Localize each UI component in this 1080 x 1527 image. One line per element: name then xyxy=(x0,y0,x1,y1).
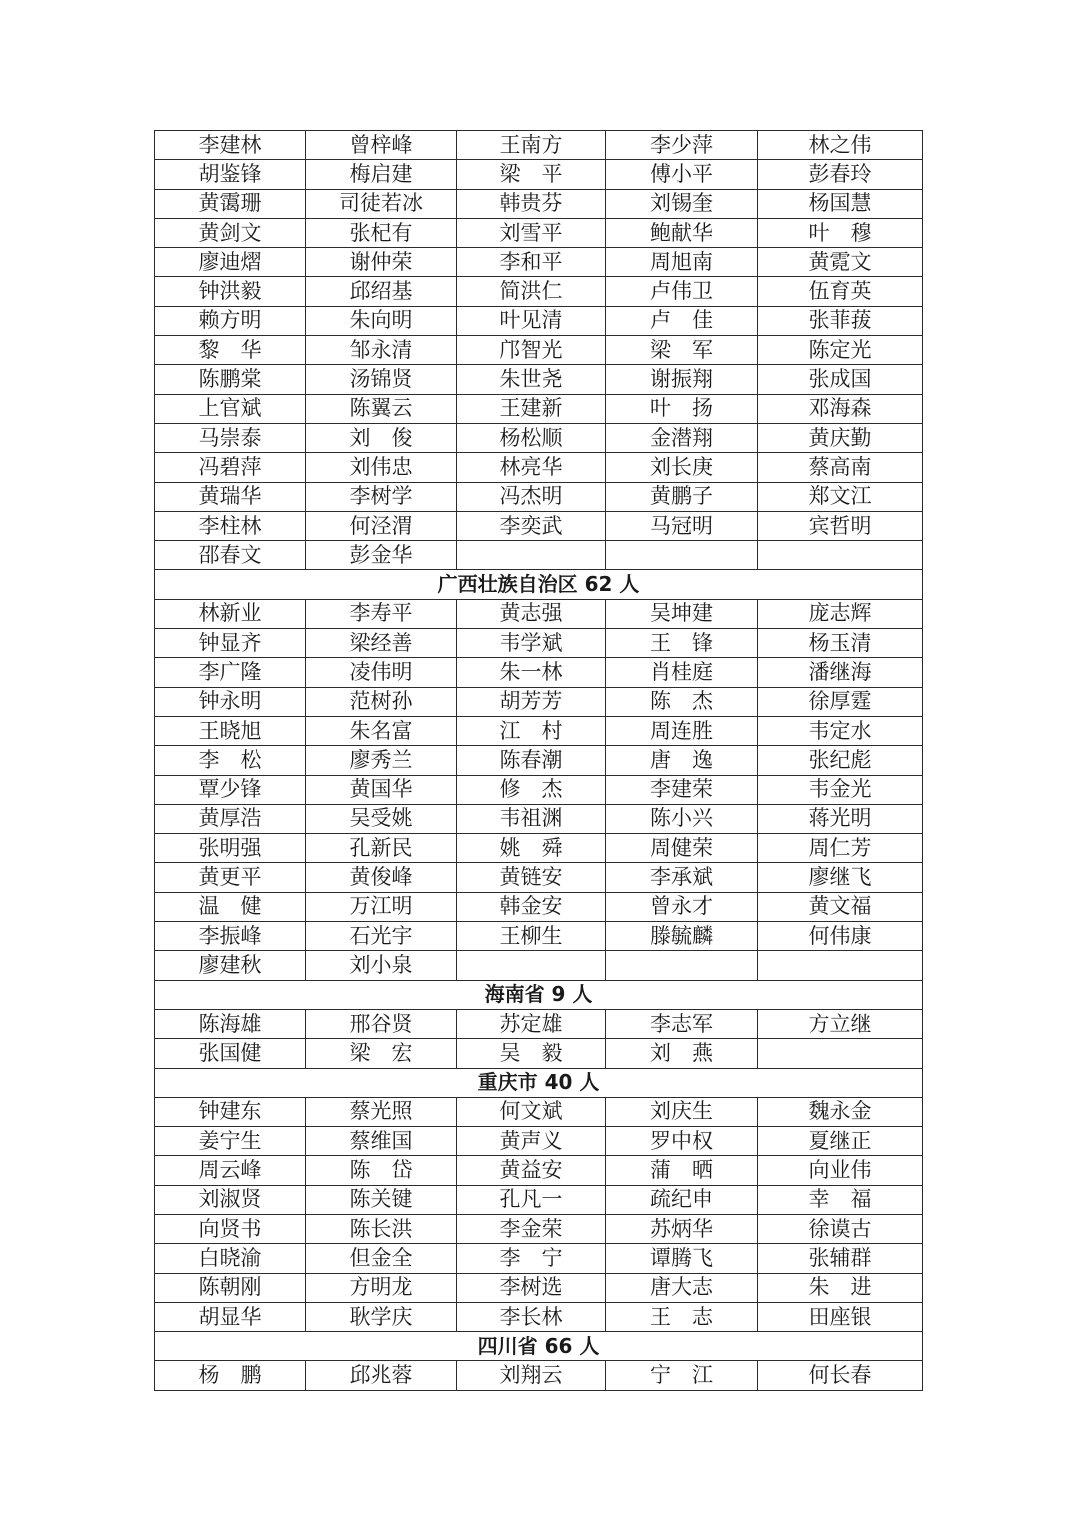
name-cell: 王柳生 xyxy=(457,922,606,951)
name-cell: 朱向明 xyxy=(306,306,457,335)
name-cell: 白晓渝 xyxy=(155,1244,306,1273)
table-row xyxy=(155,1302,923,1331)
name-cell: 杨玉清 xyxy=(758,629,923,658)
name-cell: 李奕武 xyxy=(457,511,606,540)
name-cell: 李树学 xyxy=(306,482,457,511)
name-cell: 林新业 xyxy=(155,599,306,628)
name-cell: 刘淑贤 xyxy=(155,1185,306,1214)
name-cell: 石光宇 xyxy=(306,922,457,951)
name-cell: 蒋光明 xyxy=(758,804,923,833)
name-cell: 周连胜 xyxy=(606,716,758,745)
name-cell: 王 志 xyxy=(606,1302,758,1331)
name-cell: 黄志强 xyxy=(457,599,606,628)
name-cell: 苏定雄 xyxy=(457,1009,606,1038)
name-cell: 何长春 xyxy=(758,1361,923,1390)
empty-cell xyxy=(758,951,923,980)
name-cell: 吴坤建 xyxy=(606,599,758,628)
name-cell: 朱世尧 xyxy=(457,365,606,394)
name-cell: 廖迪熠 xyxy=(155,248,306,277)
name-cell: 蒲 晒 xyxy=(606,1156,758,1185)
name-cell: 孔新民 xyxy=(306,834,457,863)
name-cell: 叶 穆 xyxy=(758,218,923,247)
roster-body xyxy=(155,131,923,1391)
table-row xyxy=(155,160,923,189)
name-cell: 谭腾飞 xyxy=(606,1244,758,1273)
name-cell: 滕毓麟 xyxy=(606,922,758,951)
name-cell: 周仁芳 xyxy=(758,834,923,863)
name-cell: 杨国慧 xyxy=(758,189,923,218)
name-cell: 黄霭珊 xyxy=(155,189,306,218)
name-cell: 卢 佳 xyxy=(606,306,758,335)
name-cell: 刘雪平 xyxy=(457,218,606,247)
name-cell: 韩金安 xyxy=(457,892,606,921)
name-cell: 邱兆蓉 xyxy=(306,1361,457,1390)
name-cell: 张成国 xyxy=(758,365,923,394)
name-cell: 黄俊峰 xyxy=(306,863,457,892)
table-row xyxy=(155,1273,923,1302)
name-cell: 韦定水 xyxy=(758,716,923,745)
table-row xyxy=(155,306,923,335)
name-cell: 陈朝刚 xyxy=(155,1273,306,1302)
name-cell: 江 村 xyxy=(457,716,606,745)
name-cell: 叶见清 xyxy=(457,306,606,335)
empty-cell xyxy=(758,541,923,570)
name-cell: 黄更平 xyxy=(155,863,306,892)
name-cell: 李承斌 xyxy=(606,863,758,892)
name-cell: 邱绍基 xyxy=(306,277,457,306)
name-cell: 刘 俊 xyxy=(306,423,457,452)
name-cell: 马冠明 xyxy=(606,511,758,540)
name-cell: 刘小泉 xyxy=(306,951,457,980)
name-cell: 梁 平 xyxy=(457,160,606,189)
name-cell: 张国健 xyxy=(155,1039,306,1068)
name-cell: 黄国华 xyxy=(306,775,457,804)
name-cell: 刘长庚 xyxy=(606,453,758,482)
table-row xyxy=(155,1009,923,1038)
name-cell: 宁 江 xyxy=(606,1361,758,1390)
table-row xyxy=(155,1156,923,1185)
name-cell: 耿学庆 xyxy=(306,1302,457,1331)
name-cell: 胡芳芳 xyxy=(457,687,606,716)
name-cell: 孔凡一 xyxy=(457,1185,606,1214)
name-cell: 林亮华 xyxy=(457,453,606,482)
table-row xyxy=(155,248,923,277)
name-cell: 邢谷贤 xyxy=(306,1009,457,1038)
roster-sheet xyxy=(154,130,922,1391)
name-cell: 罗中权 xyxy=(606,1127,758,1156)
table-row xyxy=(155,951,923,980)
name-cell: 夏继正 xyxy=(758,1127,923,1156)
name-cell: 王晓旭 xyxy=(155,716,306,745)
table-row xyxy=(155,423,923,452)
name-cell: 陈小兴 xyxy=(606,804,758,833)
name-cell: 廖秀兰 xyxy=(306,746,457,775)
name-cell: 幸 福 xyxy=(758,1185,923,1214)
name-cell: 张杞有 xyxy=(306,218,457,247)
name-cell: 曾永才 xyxy=(606,892,758,921)
name-cell: 李树选 xyxy=(457,1273,606,1302)
name-cell: 陈定光 xyxy=(758,336,923,365)
name-cell: 赖方明 xyxy=(155,306,306,335)
name-cell: 疏纪申 xyxy=(606,1185,758,1214)
name-roster-table xyxy=(154,130,923,1391)
name-cell: 温 健 xyxy=(155,892,306,921)
name-cell: 宾哲明 xyxy=(758,511,923,540)
name-cell: 曾梓峰 xyxy=(306,131,457,160)
table-row xyxy=(155,1039,923,1068)
empty-cell xyxy=(758,1039,923,1068)
name-cell: 胡鉴锋 xyxy=(155,160,306,189)
name-cell: 黄链安 xyxy=(457,863,606,892)
name-cell: 李 宁 xyxy=(457,1244,606,1273)
table-row xyxy=(155,541,923,570)
table-row xyxy=(155,189,923,218)
name-cell: 覃少锋 xyxy=(155,775,306,804)
name-cell: 彭金华 xyxy=(306,541,457,570)
section-header-row xyxy=(155,1332,923,1361)
name-cell: 张辅群 xyxy=(758,1244,923,1273)
name-cell: 潘继海 xyxy=(758,658,923,687)
name-cell: 韦金光 xyxy=(758,775,923,804)
empty-cell xyxy=(606,541,758,570)
name-cell: 王南方 xyxy=(457,131,606,160)
name-cell: 李振峰 xyxy=(155,922,306,951)
table-row xyxy=(155,687,923,716)
name-cell: 廖建秋 xyxy=(155,951,306,980)
table-row xyxy=(155,834,923,863)
name-cell: 陈长洪 xyxy=(306,1214,457,1243)
name-cell: 黄霓文 xyxy=(758,248,923,277)
name-cell: 邓海森 xyxy=(758,394,923,423)
name-cell: 简洪仁 xyxy=(457,277,606,306)
section-header-row xyxy=(155,1068,923,1097)
name-cell: 李金荣 xyxy=(457,1214,606,1243)
name-cell: 刘 燕 xyxy=(606,1039,758,1068)
name-cell: 凌伟明 xyxy=(306,658,457,687)
table-row xyxy=(155,892,923,921)
table-row xyxy=(155,922,923,951)
table-row xyxy=(155,658,923,687)
name-cell: 伍育英 xyxy=(758,277,923,306)
name-cell: 黄声义 xyxy=(457,1127,606,1156)
name-cell: 修 杰 xyxy=(457,775,606,804)
name-cell: 韦学斌 xyxy=(457,629,606,658)
name-cell: 胡显华 xyxy=(155,1302,306,1331)
name-cell: 向业伟 xyxy=(758,1156,923,1185)
name-cell: 陈海雄 xyxy=(155,1009,306,1038)
name-cell: 李建荣 xyxy=(606,775,758,804)
name-cell: 蔡维国 xyxy=(306,1127,457,1156)
name-cell: 但金全 xyxy=(306,1244,457,1273)
name-cell: 陈 岱 xyxy=(306,1156,457,1185)
name-cell: 何文斌 xyxy=(457,1097,606,1126)
name-cell: 马崇泰 xyxy=(155,423,306,452)
name-cell: 向贤书 xyxy=(155,1214,306,1243)
name-cell: 何泾渭 xyxy=(306,511,457,540)
table-row xyxy=(155,804,923,833)
name-cell: 上官斌 xyxy=(155,394,306,423)
name-cell: 徐厚霆 xyxy=(758,687,923,716)
name-cell: 陈春潮 xyxy=(457,746,606,775)
name-cell: 陈鹏棠 xyxy=(155,365,306,394)
name-cell: 黎 华 xyxy=(155,336,306,365)
section-title: 海南省 9 人 xyxy=(155,980,923,1009)
name-cell: 周健荣 xyxy=(606,834,758,863)
name-cell: 刘伟忠 xyxy=(306,453,457,482)
empty-cell xyxy=(457,951,606,980)
name-cell: 肖桂庭 xyxy=(606,658,758,687)
name-cell: 唐 逸 xyxy=(606,746,758,775)
name-cell: 黄厚浩 xyxy=(155,804,306,833)
table-row xyxy=(155,1127,923,1156)
table-row xyxy=(155,746,923,775)
name-cell: 姚 舜 xyxy=(457,834,606,863)
name-cell: 张菲菝 xyxy=(758,306,923,335)
name-cell: 周云峰 xyxy=(155,1156,306,1185)
name-cell: 李建林 xyxy=(155,131,306,160)
name-cell: 梁 军 xyxy=(606,336,758,365)
table-row xyxy=(155,863,923,892)
name-cell: 刘庆生 xyxy=(606,1097,758,1126)
name-cell: 魏永金 xyxy=(758,1097,923,1126)
name-cell: 张纪彪 xyxy=(758,746,923,775)
name-cell: 黄庆勤 xyxy=(758,423,923,452)
name-cell: 黄剑文 xyxy=(155,218,306,247)
name-cell: 黄鹏子 xyxy=(606,482,758,511)
table-row xyxy=(155,453,923,482)
table-row xyxy=(155,1244,923,1273)
name-cell: 李柱林 xyxy=(155,511,306,540)
name-cell: 黄益安 xyxy=(457,1156,606,1185)
name-cell: 苏炳华 xyxy=(606,1214,758,1243)
table-row xyxy=(155,1361,923,1390)
name-cell: 梁 宏 xyxy=(306,1039,457,1068)
name-cell: 傅小平 xyxy=(606,160,758,189)
section-header-row xyxy=(155,570,923,599)
name-cell: 李长林 xyxy=(457,1302,606,1331)
name-cell: 何伟康 xyxy=(758,922,923,951)
table-row xyxy=(155,394,923,423)
name-cell: 钟建东 xyxy=(155,1097,306,1126)
name-cell: 司徒若冰 xyxy=(306,189,457,218)
name-cell: 李寿平 xyxy=(306,599,457,628)
name-cell: 唐大志 xyxy=(606,1273,758,1302)
name-cell: 田座银 xyxy=(758,1302,923,1331)
name-cell: 王建新 xyxy=(457,394,606,423)
name-cell: 陈关键 xyxy=(306,1185,457,1214)
name-cell: 谢振翔 xyxy=(606,365,758,394)
name-cell: 冯碧萍 xyxy=(155,453,306,482)
name-cell: 卢伟卫 xyxy=(606,277,758,306)
table-row xyxy=(155,336,923,365)
name-cell: 陈翼云 xyxy=(306,394,457,423)
name-cell: 梁经善 xyxy=(306,629,457,658)
empty-cell xyxy=(606,951,758,980)
name-cell: 彭春玲 xyxy=(758,160,923,189)
name-cell: 姜宁生 xyxy=(155,1127,306,1156)
name-cell: 邹永清 xyxy=(306,336,457,365)
name-cell: 钟永明 xyxy=(155,687,306,716)
name-cell: 钟洪毅 xyxy=(155,277,306,306)
name-cell: 朱 进 xyxy=(758,1273,923,1302)
name-cell: 朱名富 xyxy=(306,716,457,745)
table-row xyxy=(155,775,923,804)
name-cell: 金潜翔 xyxy=(606,423,758,452)
name-cell: 邵春文 xyxy=(155,541,306,570)
name-cell: 王 锋 xyxy=(606,629,758,658)
table-row xyxy=(155,1214,923,1243)
section-header-row xyxy=(155,980,923,1009)
empty-cell xyxy=(457,541,606,570)
table-row xyxy=(155,218,923,247)
table-row xyxy=(155,277,923,306)
table-row xyxy=(155,629,923,658)
name-cell: 邝智光 xyxy=(457,336,606,365)
table-row xyxy=(155,716,923,745)
table-row xyxy=(155,482,923,511)
section-title: 广西壮族自治区 62 人 xyxy=(155,570,923,599)
name-cell: 吴受姚 xyxy=(306,804,457,833)
table-row xyxy=(155,365,923,394)
name-cell: 刘锡奎 xyxy=(606,189,758,218)
table-row xyxy=(155,131,923,160)
name-cell: 吴 毅 xyxy=(457,1039,606,1068)
name-cell: 万江明 xyxy=(306,892,457,921)
name-cell: 廖继飞 xyxy=(758,863,923,892)
name-cell: 林之伟 xyxy=(758,131,923,160)
name-cell: 蔡高南 xyxy=(758,453,923,482)
name-cell: 周旭南 xyxy=(606,248,758,277)
name-cell: 朱一林 xyxy=(457,658,606,687)
name-cell: 李广隆 xyxy=(155,658,306,687)
name-cell: 徐谟古 xyxy=(758,1214,923,1243)
name-cell: 梅启建 xyxy=(306,160,457,189)
name-cell: 张明强 xyxy=(155,834,306,863)
name-cell: 叶 扬 xyxy=(606,394,758,423)
name-cell: 李志军 xyxy=(606,1009,758,1038)
section-title: 四川省 66 人 xyxy=(155,1332,923,1361)
name-cell: 李少萍 xyxy=(606,131,758,160)
name-cell: 陈 杰 xyxy=(606,687,758,716)
table-row xyxy=(155,1185,923,1214)
name-cell: 郑文江 xyxy=(758,482,923,511)
name-cell: 方明龙 xyxy=(306,1273,457,1302)
name-cell: 韦祖渊 xyxy=(457,804,606,833)
name-cell: 谢仲荣 xyxy=(306,248,457,277)
name-cell: 冯杰明 xyxy=(457,482,606,511)
name-cell: 黄文福 xyxy=(758,892,923,921)
name-cell: 李 松 xyxy=(155,746,306,775)
name-cell: 范树孙 xyxy=(306,687,457,716)
name-cell: 方立继 xyxy=(758,1009,923,1038)
name-cell: 黄瑞华 xyxy=(155,482,306,511)
name-cell: 庞志辉 xyxy=(758,599,923,628)
table-row xyxy=(155,1097,923,1126)
name-cell: 蔡光照 xyxy=(306,1097,457,1126)
name-cell: 刘翔云 xyxy=(457,1361,606,1390)
name-cell: 李和平 xyxy=(457,248,606,277)
table-row xyxy=(155,599,923,628)
section-title: 重庆市 40 人 xyxy=(155,1068,923,1097)
table-row xyxy=(155,511,923,540)
name-cell: 钟显齐 xyxy=(155,629,306,658)
name-cell: 汤锦贤 xyxy=(306,365,457,394)
name-cell: 杨松顺 xyxy=(457,423,606,452)
name-cell: 韩贵芬 xyxy=(457,189,606,218)
name-cell: 杨 鹏 xyxy=(155,1361,306,1390)
name-cell: 鲍献华 xyxy=(606,218,758,247)
